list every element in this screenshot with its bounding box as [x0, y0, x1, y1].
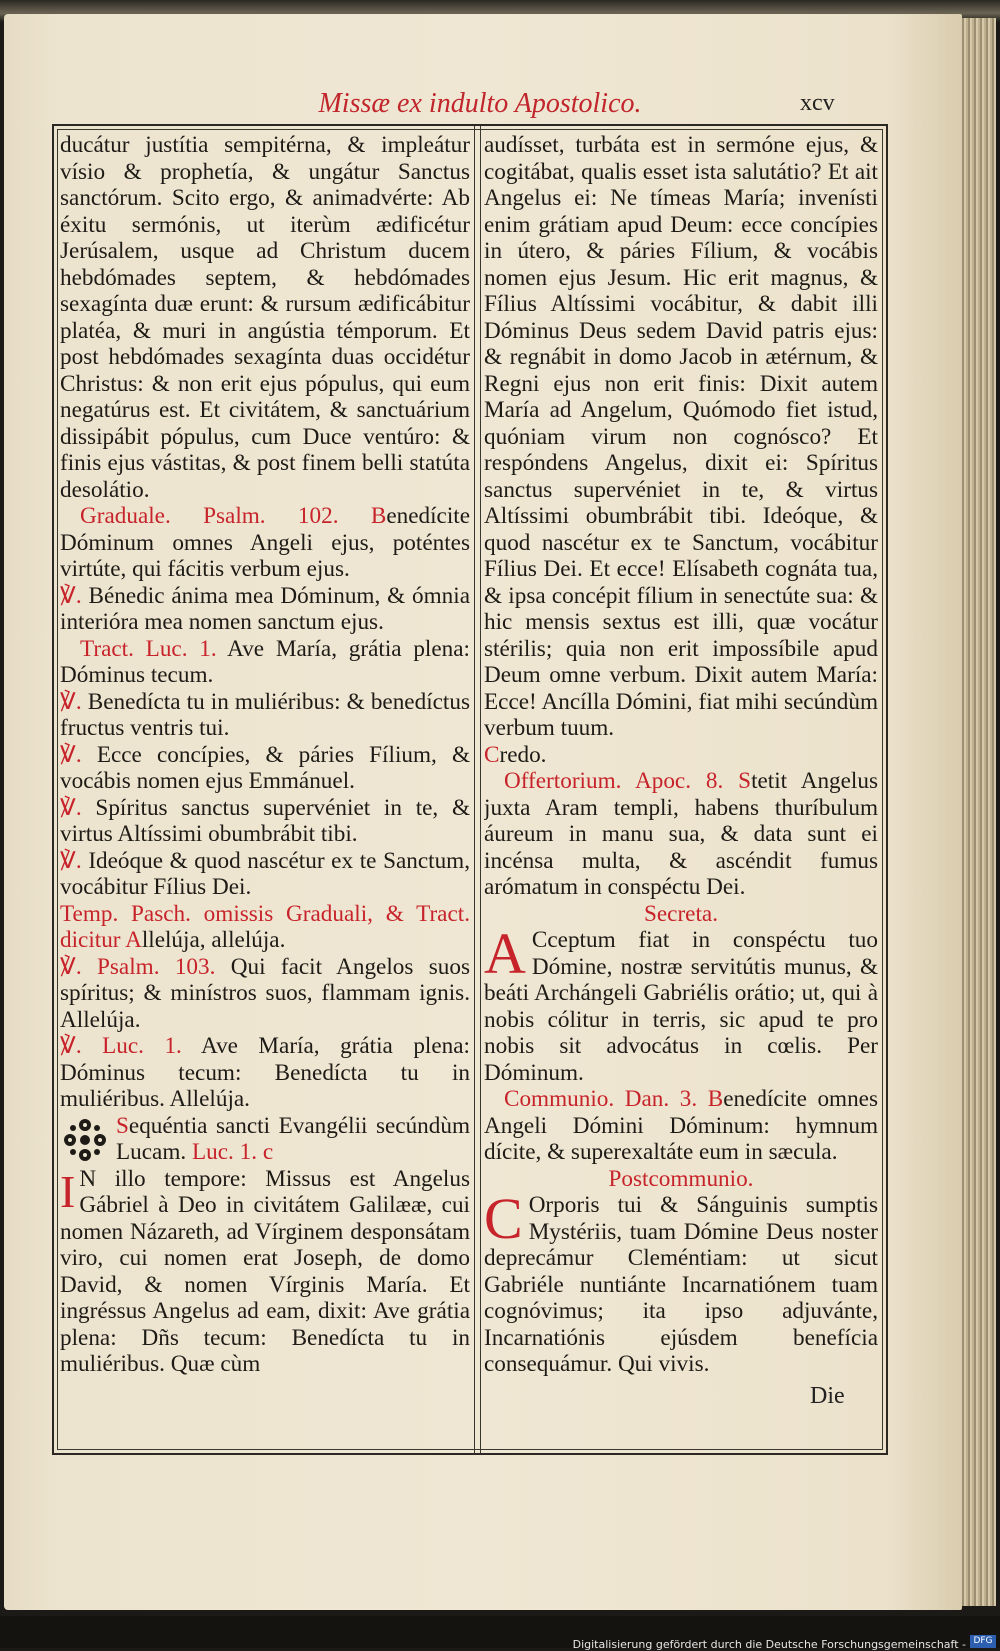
- paschal-text: llelúja, allelúja.: [141, 927, 286, 953]
- postcommunio-drop-initial: C: [484, 1186, 523, 1251]
- column-divider: [474, 126, 481, 1453]
- secreta-heading: Secreta.: [643, 900, 719, 927]
- versicle-2: [60, 689, 470, 742]
- paschal-rubric: Temp. Pasch. omissis Graduali, & Tract. dicitur: [60, 900, 470, 953]
- postcommunio-text: Orporis tui & Sánguinis sumptis Mystériis, tuam Dómine Deus noster deprecámur Cleméntiam: ut sicut Gabriéle nuntiánte Incarnatiónem tuam cognóvimus; ita ipso adjuvánte, Incarnatiónis ejúsdem benefícia consequámur. Qui vivis.: [484, 1192, 878, 1377]
- graduale-rubric: Graduale. Psalm. 102.: [80, 503, 339, 529]
- versicle-7-rubric: ℣. Luc. 1.: [60, 1033, 182, 1059]
- versicle-1: [60, 583, 470, 636]
- tract-paragraph: [60, 636, 470, 689]
- postcommunio-heading: Postcommunio.: [608, 1165, 754, 1192]
- tract-text: Ave María, grátia plena: Dóminus tecum.: [60, 635, 470, 688]
- versicle-sign: ℣.: [60, 847, 82, 874]
- paschal-rubric-paragraph: [60, 901, 470, 954]
- folio-number: xcv: [800, 90, 835, 116]
- text-frame: [52, 124, 888, 1455]
- offertorium-rubric: Offertorium. Apoc. 8.: [504, 768, 724, 794]
- paschal-initial: A: [125, 927, 142, 953]
- versicle-1-text: Bénedic ánima mea Dóminum, & ómnia interióra mea nomen sanctum ejus.: [60, 582, 470, 635]
- graduale-paragraph: [60, 503, 470, 583]
- catchword: Die: [810, 1383, 845, 1409]
- versicle-3: [60, 742, 470, 795]
- versicle-7: [60, 1033, 470, 1113]
- versicle-5-text: Ideóque & quod nascétur ex te Sanctum, vocábitur Fílius Dei.: [60, 847, 470, 900]
- page-edge: [962, 18, 996, 1606]
- versicle-sign: ℣.: [60, 688, 82, 715]
- gospel-drop-initial: I: [60, 1165, 76, 1217]
- left-column: [60, 132, 470, 1447]
- credo-text: redo.: [499, 741, 547, 768]
- sequentia-text: equéntia sancti Evangélii secúndùm Lucam.: [116, 1112, 470, 1165]
- versicle-7-text: Ave María, grátia plena: Dóminus tecum: Benedícta tu in muliéribus. Allelúja.: [60, 1033, 470, 1112]
- versicle-4: [60, 795, 470, 848]
- sequentia-ref: Luc. 1. c: [191, 1139, 274, 1165]
- versicle-sign: ℣.: [60, 741, 82, 768]
- versicle-sign: ℣.: [60, 794, 82, 821]
- running-head-title: Missæ ex indulto Apostolico.: [318, 88, 642, 119]
- secreta-drop-initial: A: [484, 921, 526, 986]
- footer-credit: Digitalisierung gefördert durch die Deutsche Forschungsgemeinschaft -: [572, 1638, 966, 1651]
- cross-ornament-icon: [62, 1117, 108, 1163]
- versicle-6: [60, 954, 470, 1034]
- secreta-paragraph: [484, 921, 878, 1086]
- offertorium-paragraph: [484, 768, 878, 901]
- credo-initial: C: [484, 741, 500, 768]
- gospel-continuation: audísset, turbáta est in sermóne ejus, & cogitábat, qualis esset ista salutátio? Et ait Angelus ei: Ne tímeas María; invenísti enim grátiam apud Deum: ecce concípies in útero, & páries Fílium, & vocábis nomen ejus Jesum. Hic erit magnus, & Fílius Altíssimi vocábitur, & dabit illi Dóminus Deus sedem David patris ejus: & regnábit in domo Jacob in ætérnum, & Regni ejus non erit finis: Dixit autem María ad Angelum, Quómodo fiet istud, quóniam virum non cognósco? Et respóndens Angelus, dixit ei: Spíritus sanctus supervéniet in te, & virtus Altíssimi obumbrábit tibi. Ideóque, & quod nascétur ex te Sanctum, vocábitur Fílius Dei. Et ecce! Elísabeth cognáta tua, & ipsa concépit fílium in senectúte sua: & hic mensis sextus est illi, quæ vocátur stérilis; quia non erit impossíbile apud Deum omne verbum. Dixit autem María: Ecce! Ancílla Dómini, fiat mihi secúndùm verbum tuum.: [484, 132, 878, 741]
- dfg-logo-icon: DFG: [970, 1635, 996, 1648]
- versicle-2-text: Benedícta tu in muliéribus: & benedíctus fructus ventris tui.: [60, 688, 470, 741]
- versicle-4-text: Spíritus sanctus supervéniet in te, & virtus Altíssimi obumbrábit tibi.: [60, 794, 470, 847]
- offertorium-initial: S: [738, 768, 752, 794]
- communio-initial: B: [707, 1086, 724, 1112]
- versicle-3-text: Ecce concípies, & páries Fílium, & vocábis nomen ejus Emmánuel.: [60, 741, 470, 794]
- tract-rubric: Tract. Luc. 1.: [80, 635, 217, 662]
- right-column: [484, 132, 878, 1447]
- versicle-6-text: Qui facit Angelos suos spíritus; & minístros suos, flammam ignis. Allelúja.: [60, 953, 470, 1033]
- versicle-sign: ℣.: [60, 582, 82, 609]
- prophecy-text: ducátur justítia sempitérna, & impleátur vísio & prophetía, & ungátur Sanctus sanctórum. Scito ergo, & animadvérte: Ab éxitu sermónis, ut iterùm ædificétur Jerúsalem, usque ad Christum ducem hebdómades septem, & hebdómades sexagínta duæ erunt: & rursum ædificábitur platéa, & muri in angústia témporum. Et post hebdómades sexagínta duas occidétur Christus: & non erit ejus pópulus, qui eum negatúrus est. Et civitátem, & sanctuárium dissipábit pópulus, cum Duce ventúro: & finis ejus vástitas, & post finem belli statúta desolátio.: [60, 132, 470, 503]
- communio-text: enedícite omnes Angeli Dómini Dóminum: hymnum dícite, & superexaltáte eum in sæcula.: [484, 1086, 878, 1165]
- postcommunio-paragraph: [484, 1186, 878, 1378]
- versicle-6-rubric: ℣. Psalm. 103.: [60, 953, 216, 980]
- secreta-text: Cceptum fiat in conspéctu tuo Dómine, nostræ servitútis munus, & beáti Archángeli Gabriélis orátio; ut, qui à nobis cólitur in terris, sic apud te pro nobis sit advocátus in cœlis. Per Dóminum.: [484, 927, 878, 1086]
- gospel-paragraph: [60, 1166, 470, 1378]
- sequentia-initial: S: [116, 1112, 129, 1139]
- credo-paragraph: [484, 742, 878, 769]
- sequentia-paragraph: [60, 1113, 470, 1166]
- versicle-5: [60, 848, 470, 901]
- graduale-initial: B: [370, 503, 387, 529]
- offertorium-text: tetit Angelus juxta Aram templi, habens thuríbulum áureum in manu sua, & data sunt ei incénsa multa, & ascéndit fumus arómatum in conspéctu Dei.: [484, 768, 878, 900]
- graduale-text: enedícite Dóminum omnes Angeli ejus, poténtes virtúte, qui fácitis verbum ejus.: [60, 503, 470, 582]
- communio-paragraph: [484, 1086, 878, 1166]
- gospel-text: N illo tempore: Missus est Angelus Gábriel à Deo in civitátem Galilææ, cui nomen Názareth, ad Vírginem desponsátam viro, cui nomen erat Joseph, de domo David, & nomen Vírginis María. Et ingréssus Angelus ad eam, dixit: Ave grátia plena: Dñs tecum: Benedícta tu in muliéribus. Quæ cùm: [60, 1165, 470, 1377]
- communio-rubric: Communio. Dan. 3.: [504, 1086, 698, 1112]
